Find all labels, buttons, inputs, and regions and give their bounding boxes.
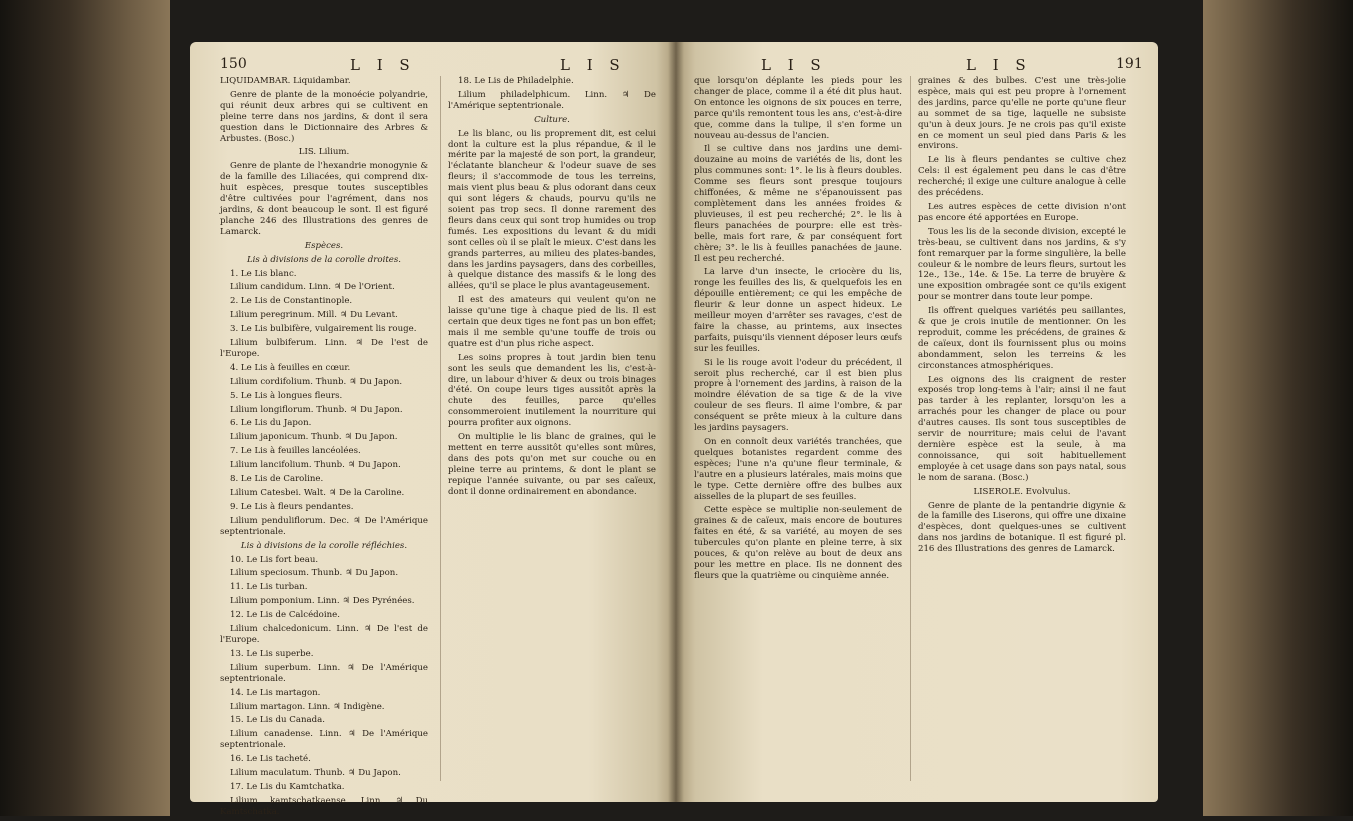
text-paragraph: Lilium maculatum. Thunb. ♃ Du Japon. bbox=[230, 768, 401, 779]
left-column-1 bbox=[220, 76, 428, 821]
text-paragraph: Lilium Catesbei. Walt. ♃ De la Caroline. bbox=[230, 488, 405, 498]
running-head-left-b: L I S bbox=[560, 56, 626, 74]
text-paragraph: Les soins propres à tout jardin bien tenu sont les seuls que demandent les lis, c'est-à-dire, un labour d'hiver & deux ou trois binages d'été. On coupe leurs tiges aussitôt après la chute des feuilles, parce qu'elles consommeroient inutilement la nourriture qui pourra profiter aux oignons. bbox=[448, 352, 656, 429]
text-paragraph: Tous les lis de la seconde division, excepté le très-beau, se cultivent dans nos jardins, & s'y font remarquer par la forme singulière, la belle couleur & le nombre de leurs fleurs, surtout les 12e., 13e., 14e. & 15e. La terre de bruyère & une exposition ombragée sont ce qu'ils exigent pour se montrer dans toute leur pompe. bbox=[918, 226, 1126, 303]
text-paragraph: Lilium cordifolium. Thunb. ♃ Du Japon. bbox=[230, 376, 403, 387]
right-column-2 bbox=[918, 76, 1126, 558]
column-rule bbox=[910, 76, 911, 781]
text-paragraph: La larve d'un insecte, le criocère du lis, ronge les feuilles des lis, & quelquefois les en dépouille entièrement; ce qui les empêche de fleurir & leur donne un aspect hideux. Le meilleur moyen d'arrêter ses ravages, c'est de faire la chasse, au printems, aux insectes parfaits, puisqu'ils viennent déposer leurs œufs sur les feuilles. bbox=[694, 267, 902, 354]
text-paragraph: Le lis à fleurs pendantes se cultive chez Cels: il est également peu dans le cas d'être recherché; il exige une culture analogue à celle des précédens. bbox=[918, 155, 1126, 199]
page-number-left: 150 bbox=[220, 56, 247, 72]
text-paragraph: Lilium peregrinum. Mill. ♃ Du Levant. bbox=[230, 310, 398, 321]
text-paragraph: Genre de plante de la pentandrie digynie & de la famille des Liserons, qui offre une dixaine d'espèces, dont quelques-unes se cultivent dans nos jardins de botanique. Il est figuré pl. 216 des Illustrations des genres de Lamarck. bbox=[918, 500, 1126, 555]
text-paragraph: 11. Le Lis turban. bbox=[230, 582, 308, 593]
text-paragraph: Lilium superbum. Linn. ♃ De l'Amérique septentrionale. bbox=[220, 662, 428, 684]
text-paragraph: Lilium chalcedonicum. Linn. ♃ De l'est de l'Europe. bbox=[220, 624, 428, 645]
text-paragraph: 18. Le Lis de Philadelphie. bbox=[458, 76, 574, 86]
text-paragraph: 3. Le Lis bulbifère, vulgairement lis rouge. bbox=[230, 324, 417, 335]
text-paragraph: 6. Le Lis du Japon. bbox=[230, 418, 312, 429]
column-rule bbox=[440, 76, 441, 781]
text-paragraph: Culture. bbox=[534, 114, 570, 125]
text-paragraph: Lilium martagon. Linn. ♃ Indigène. bbox=[230, 701, 385, 712]
text-paragraph: Lilium lancifolium. Thunb. ♃ Du Japon. bbox=[230, 460, 401, 471]
text-paragraph: 16. Le Lis tacheté. bbox=[230, 754, 311, 765]
book-edge-left bbox=[0, 0, 170, 816]
text-paragraph: Lilium japonicum. Thunb. ♃ Du Japon. bbox=[230, 432, 398, 443]
text-paragraph: Les autres espèces de cette division n'ont pas encore été apportées en Europe. bbox=[918, 201, 1126, 223]
text-paragraph: Espèces. bbox=[304, 240, 344, 251]
text-paragraph: 5. Le Lis à longues fleurs. bbox=[230, 390, 343, 401]
text-paragraph: 7. Le Lis à feuilles lancéolées. bbox=[230, 446, 361, 457]
text-paragraph: Lilium longiflorum. Thunb. ♃ Du Japon. bbox=[230, 404, 403, 415]
text-paragraph: 12. Le Lis de Calcédoine. bbox=[230, 610, 340, 621]
running-head-right-a: L I S bbox=[761, 56, 827, 74]
text-paragraph: On en connoît deux variétés tranchées, que quelques botanistes regardent comme des espèces; l'une n'a qu'une fleur terminale, & l'autre en a plusieurs latérales, mais moins que le type. Cette dernière offre des bulbes aux aisselles de la plupart de ses feuilles. bbox=[694, 437, 902, 502]
text-paragraph: Lilium kamtschatkaense. Linn. ♃ Du Kamtschatka. bbox=[220, 795, 428, 817]
right-column-1 bbox=[694, 76, 902, 585]
text-paragraph: Lilium philadelphicum. Linn. ♃ De l'Amérique septentrionale. bbox=[448, 89, 656, 111]
text-paragraph: 15. Le Lis du Canada. bbox=[230, 715, 326, 726]
text-paragraph: Le lis blanc, ou lis proprement dit, est celui dont la culture est la plus répandue, & il le mérite par la majesté de son port, la grandeur, l'éclatante blancheur & l'odeur suave de ses fleurs; il s'accommode de tous les terreins, mais vient plus beau & plus odorant dans ceux qui sont légers & chauds, pourvu qu'ils ne soient pas trop secs. Il donne rarement des fleurs dans ceux qui sont trop humides ou trop fumés. Les expositions du levant & du midi sont celles où il se plaît le mieux. C'est dans les grands parterres, au milieu des plates-bandes, dans les jardins paysagers, dans des corbeilles, à quelque distance des massifs & le long des allées, qu'il se place le plus avantageusement. bbox=[448, 128, 656, 292]
text-paragraph: 14. Le Lis martagon. bbox=[230, 687, 321, 698]
text-paragraph: graines & des bulbes. C'est une très-jolie espèce, mais qui est peu propre à l'ornement des jardins, parce qu'elle ne porte qu'une fleur au sommet de sa tige, laquelle ne subsiste qu'un à deux jours. Je ne crois pas qu'il existe en ce moment un seul pied dans Paris & les environs. bbox=[918, 76, 1126, 152]
text-paragraph: Lilium bulbiferum. Linn. ♃ De l'est de l'Europe. bbox=[220, 338, 428, 359]
text-paragraph: Il est des amateurs qui veulent qu'on ne laisse qu'une tige à chaque pied de lis. Il est certain que deux tiges ne font pas un bon effet; mais il me semble qu'une touffe de trois ou quatre est d'un plus riche aspect. bbox=[448, 295, 656, 349]
text-paragraph: Cette espèce se multiplie non-seulement de graines & de caïeux, mais encore de boutures faites en été, & sa variété, au moyen de ses tubercules qu'on plante en pleine terre, à six pouces, & qu'on relève au bout de deux ans pour les mettre en place. Ils ne donnent des fleurs que la quatrième ou cinquième année. bbox=[694, 505, 902, 581]
text-paragraph: Lis à divisions de la corolle réfléchies. bbox=[240, 540, 408, 551]
text-paragraph: Lilium candidum. Linn. ♃ De l'Orient. bbox=[230, 282, 395, 293]
right-page bbox=[676, 42, 1158, 802]
text-paragraph: 17. Le Lis du Kamtchatka. bbox=[230, 781, 345, 792]
left-column-2 bbox=[448, 76, 656, 501]
text-paragraph: LISEROLE. Evolvulus. bbox=[973, 486, 1071, 497]
text-paragraph: Si le lis rouge avoit l'odeur du précédent, il seroit plus recherché, car il est bien plus propre à l'ornement des jardins, à raison de la moindre élévation de sa tige & de la vive couleur de ses fleurs. Il aime l'ombre, & par conséquent se prête mieux à la culture dans les jardins paysagers. bbox=[694, 357, 902, 434]
page-number-right: 191 bbox=[1116, 56, 1143, 72]
text-paragraph: 8. Le Lis de Caroline. bbox=[230, 474, 324, 485]
text-paragraph: Lilium speciosum. Thunb. ♃ Du Japon. bbox=[230, 568, 399, 579]
text-paragraph: 1. Le Lis blanc. bbox=[230, 268, 297, 279]
text-paragraph: Lis à divisions de la corolle droites. bbox=[246, 254, 402, 265]
text-paragraph: Lilium penduliflorum. Dec. ♃ De l'Amérique septentrionale. bbox=[220, 515, 428, 537]
text-paragraph: Genre de plante de l'hexandrie monogynie & de la famille des Liliacées, qui comprend dix-huit espèces, presque toutes susceptibles d'être cultivées pour l'agrément, dans nos jardins, & dont beaucoup le sont. Il est figuré planche 246 des Illustrations des genres de Lamarck. bbox=[220, 161, 428, 237]
text-paragraph: 13. Le Lis superbe. bbox=[230, 648, 314, 659]
text-paragraph: Il se cultive dans nos jardins une demi-douzaine au moins de variétés de lis, dont les plus communes sont: 1°. le lis à fleurs doubles. Comme ses fleurs sont presque toujours chiffonées, & même ne s'épanouissent pas complètement dans les années froides & pluvieuses, il est peu recherché; 2°. le lis à fleurs panachées de pourpre: elle est très-belle, mais fort rare, & par conséquent fort chère; 3°. le lis à feuilles panachées de jaune. Il est peu recherché. bbox=[694, 144, 902, 264]
text-paragraph: 2. Le Lis de Constantinople. bbox=[230, 296, 353, 307]
text-paragraph: Les oignons des lis craignent de rester exposés trop long-tems à l'air; ainsi il ne faut pas tarder à les replanter, lorsqu'on les a arrachés pour les changer de place ou pour d'autres causes. Ils sont tous susceptibles de servir de nourriture; mais celui de l'avant dernière espèce est la seule, à ma connoissance, qui soit habituellement employée à cet usage dans son pays natal, sous le nom de sarana. (Bosc.) bbox=[918, 374, 1126, 483]
text-paragraph: Lilium pomponium. Linn. ♃ Des Pyrénées. bbox=[230, 596, 415, 607]
text-paragraph: 9. Le Lis à fleurs pendantes. bbox=[230, 501, 354, 512]
text-paragraph: 4. Le Lis à feuilles en cœur. bbox=[230, 362, 351, 373]
left-page bbox=[190, 42, 676, 817]
text-paragraph: 10. Le Lis fort beau. bbox=[230, 554, 319, 565]
text-paragraph: On multiplie le lis blanc de graines, qui le mettent en terre aussitôt qu'elles sont mûres, dans des pots qu'on met sur couche ou en pleine terre au printems, & dont le plant se repique l'année suivante, ou par ses caïeux, dont il donne ordinairement en abondance. bbox=[448, 432, 656, 497]
text-paragraph: que lorsqu'on déplante les pieds pour les changer de place, comme il a été dit plus haut. On entonce les oignons de six pouces en terre, parce qu'ils remontent tous les ans, c'est-à-dire que, comme dans la tulipe, il s'en forme un nouveau au-dessus de l'ancien. bbox=[694, 76, 902, 141]
book-edge-right bbox=[1203, 0, 1353, 816]
running-head-left-a: L I S bbox=[350, 56, 416, 74]
text-paragraph: Ils offrent quelques variétés peu saillantes, & que je crois inutile de mentionner. On les reproduit, comme les précédens, de graines & de caïeux, dont ils fournissent plus ou moins abondamment, selon les terreins & les circonstances atmosphériques. bbox=[918, 306, 1126, 371]
text-paragraph: LIQUIDAMBAR. Liquidambar. bbox=[220, 76, 351, 86]
text-paragraph: Genre de plante de la monoécie polyandrie, qui réunit deux arbres qui se cultivent en pleine terre dans nos jardins, & dont il sera question dans le Dictionnaire des Arbres & Arbustes. (Bosc.) bbox=[220, 89, 428, 144]
running-head-right-b: L I S bbox=[966, 56, 1032, 74]
text-paragraph: Lilium canadense. Linn. ♃ De l'Amérique septentrionale. bbox=[220, 729, 428, 751]
book-spine bbox=[668, 42, 684, 802]
text-paragraph: LIS. Lilium. bbox=[298, 147, 350, 158]
